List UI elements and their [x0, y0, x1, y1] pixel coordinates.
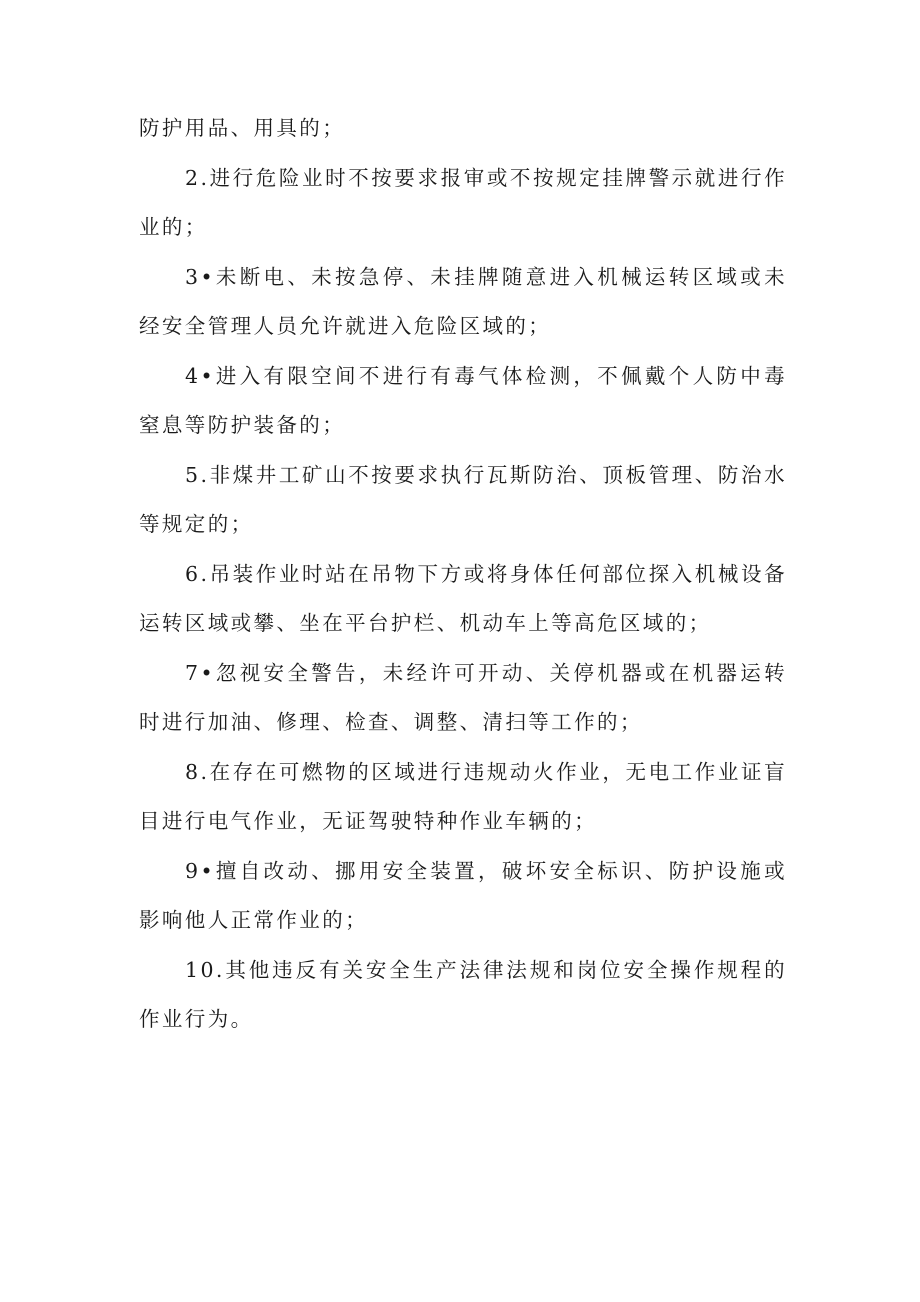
- paragraph-continuation: 防护用品、用具的；: [139, 116, 346, 140]
- paragraph-item-9: 9•擅自改动、挪用安全装置，破坏安全标识、防护设施或影响他人正常作业的；: [139, 858, 787, 932]
- document-body: [139, 104, 787, 1045]
- paragraph-item-2: 2.进行危险业时不按要求报审或不按规定挂牌警示就进行作业的；: [139, 165, 787, 239]
- paragraph-item-8: 8.在存在可燃物的区域进行违规动火作业，无电工作业证盲目进行电气作业，无证驾驶特种作业车辆的；: [139, 759, 787, 833]
- paragraph-item-10: 10.其他违反有关安全生产法律法规和岗位安全操作规程的作业行为。: [139, 957, 787, 1031]
- paragraph-item-3: 3•未断电、未按急停、未挂牌随意进入机械运转区域或未经安全管理人员允许就进入危险区域的；: [139, 264, 787, 338]
- paragraph-item-4: 4•进入有限空间不进行有毒气体检测，不佩戴个人防中毒窒息等防护装备的；: [139, 363, 787, 437]
- paragraph-item-5: 5.非煤井工矿山不按要求执行瓦斯防治、顶板管理、防治水等规定的；: [139, 462, 787, 536]
- paragraph-item-7: 7•忽视安全警告，未经许可开动、关停机器或在机器运转时进行加油、修理、检查、调整、清扫等工作的；: [139, 660, 787, 734]
- paragraph-item-6: 6.吊装作业时站在吊物下方或将身体任何部位探入机械设备运转区域或攀、坐在平台护栏、机动车上等高危区域的；: [139, 561, 787, 635]
